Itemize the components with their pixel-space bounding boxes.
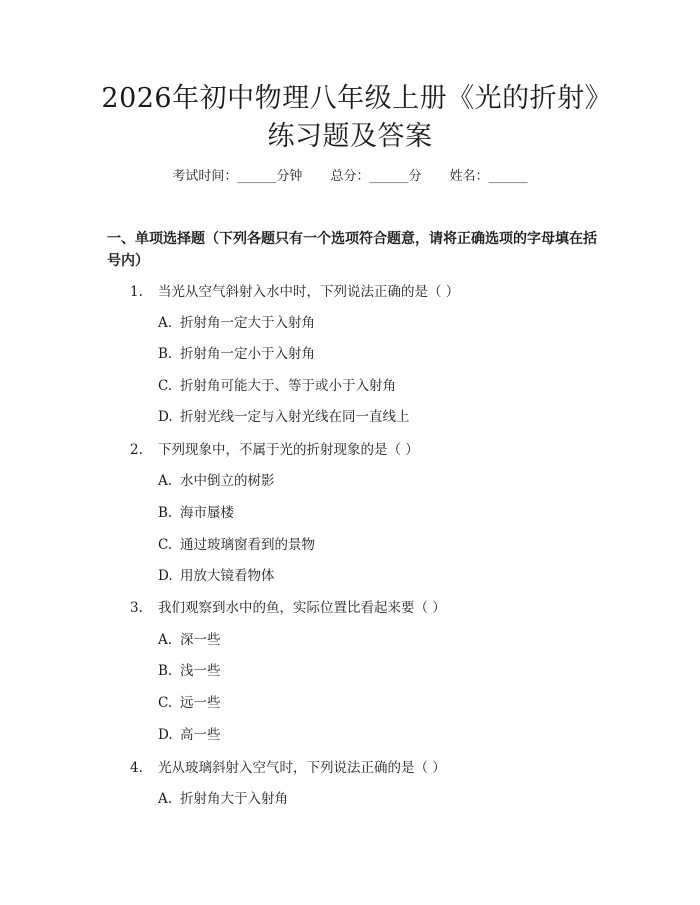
question-text: 当光从空气斜射入水中时，下列说法正确的是（ ） (158, 284, 460, 300)
question-text: 下列现象中，不属于光的折射现象的是（ ） (158, 442, 419, 458)
option-text: 用放大镜看物体 (180, 568, 275, 584)
option-text: 折射角一定小于入射角 (180, 346, 315, 362)
question (130, 440, 600, 460)
option-letter: C. (158, 695, 173, 711)
option-text: 折射光线一定与入射光线在同一直线上 (180, 409, 410, 425)
option (158, 376, 598, 396)
option-text: 远一些 (180, 695, 221, 711)
option (158, 344, 598, 364)
option-text: 折射角可能大于、等于或小于入射角 (180, 378, 396, 394)
section-heading: 一、单项选择题（下列各题只有一个选项符合题意，请将正确选项的字母填在括号内） (107, 231, 597, 269)
option (158, 503, 598, 523)
option-text: 高一些 (180, 727, 221, 743)
option-letter: C. (158, 537, 173, 553)
question-number: 1. (130, 284, 143, 300)
option-text: 通过玻璃窗看到的景物 (180, 537, 315, 553)
option-letter: A. (158, 632, 173, 648)
exam-time: 考试时间：______分钟 (172, 169, 303, 184)
exam-total-score: 总分：______分 (330, 169, 422, 184)
option-letter: B. (158, 663, 173, 679)
question (130, 598, 600, 618)
option-letter: D. (158, 727, 173, 743)
question-number: 2. (130, 442, 143, 458)
option-letter: D. (158, 409, 173, 425)
option (158, 725, 598, 745)
option-letter: B. (158, 505, 173, 521)
option-text: 浅一些 (180, 663, 221, 679)
option-letter: A. (158, 473, 173, 489)
option-letter: D. (158, 568, 173, 584)
student-name: 姓名：______ (449, 169, 528, 184)
option (158, 407, 598, 427)
question (130, 758, 600, 778)
question-number: 4. (130, 760, 143, 776)
option (158, 693, 598, 713)
option-letter: A. (158, 315, 173, 331)
option-text: 水中倒立的树影 (180, 473, 275, 489)
option-letter: A. (158, 791, 173, 807)
question-number: 3. (130, 600, 143, 616)
option (158, 789, 598, 809)
option (158, 313, 598, 333)
option (158, 535, 598, 555)
option-letter: B. (158, 346, 173, 362)
question-text: 光从玻璃斜射入空气时，下列说法正确的是（ ） (158, 760, 446, 776)
option (158, 630, 598, 650)
option-text: 海市蜃楼 (180, 505, 234, 521)
exam-info (0, 167, 700, 187)
question-text: 我们观察到水中的鱼，实际位置比看起来要（ ） (158, 600, 446, 616)
document-title: 2026年初中物理八年级上册《光的折射》练习题及答案 (101, 83, 599, 152)
option (158, 566, 598, 586)
option-text: 折射角大于入射角 (180, 791, 288, 807)
question (130, 282, 600, 302)
option-letter: C. (158, 378, 173, 394)
option-text: 深一些 (180, 632, 221, 648)
option-text: 折射角一定大于入射角 (180, 315, 315, 331)
option (158, 661, 598, 681)
option (158, 471, 598, 491)
